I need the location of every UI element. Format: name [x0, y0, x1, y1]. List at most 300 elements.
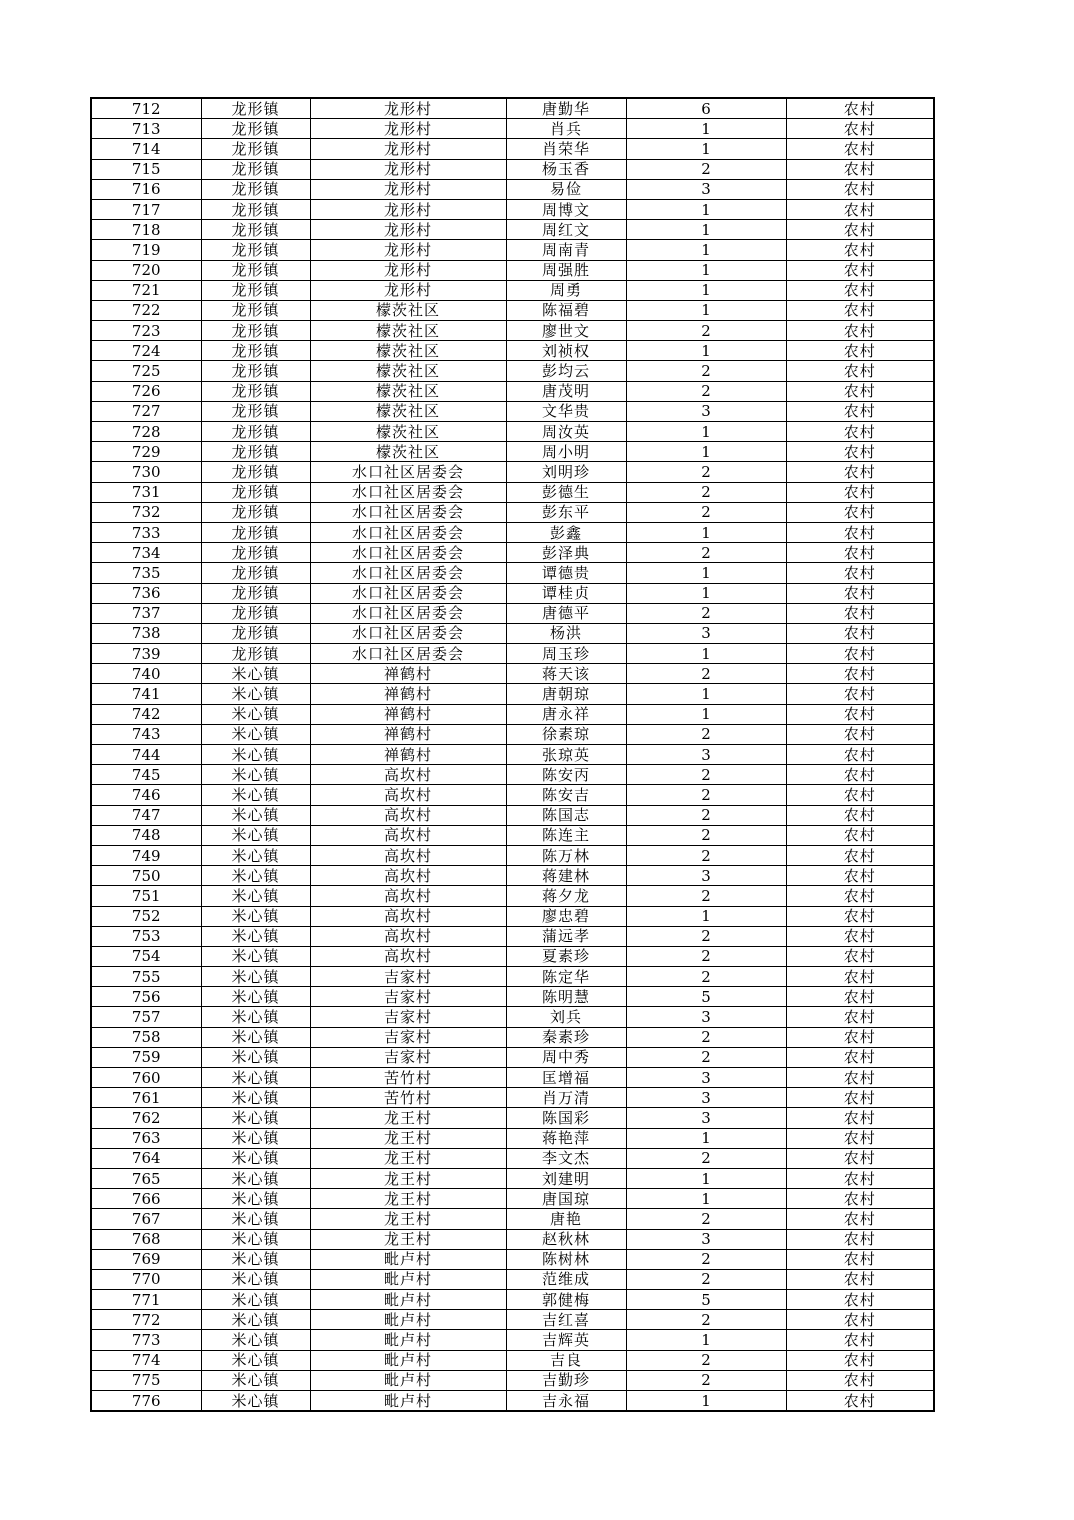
- count-cell: 2: [626, 664, 786, 684]
- area-type-cell: 农村: [786, 1088, 934, 1108]
- village-cell: 毗卢村: [310, 1249, 506, 1269]
- table-row: [91, 724, 934, 744]
- village-cell: 苦竹村: [310, 1088, 506, 1108]
- count-cell: 1: [626, 300, 786, 320]
- row-number-cell: 736: [91, 583, 201, 603]
- count-cell: 1: [626, 260, 786, 280]
- village-cell: 龙形村: [310, 280, 506, 300]
- count-cell: 1: [626, 280, 786, 300]
- area-type-cell: 农村: [786, 1209, 934, 1229]
- village-cell: 龙王村: [310, 1128, 506, 1148]
- count-cell: 2: [626, 1148, 786, 1168]
- name-cell: 彭泽典: [506, 543, 626, 563]
- town-cell: 米心镇: [201, 1330, 310, 1350]
- count-cell: 3: [626, 745, 786, 765]
- area-type-cell: 农村: [786, 1128, 934, 1148]
- town-cell: 米心镇: [201, 684, 310, 704]
- village-cell: 檬茨社区: [310, 341, 506, 361]
- town-cell: 龙形镇: [201, 482, 310, 502]
- area-type-cell: 农村: [786, 1370, 934, 1390]
- village-cell: 毗卢村: [310, 1370, 506, 1390]
- count-cell: 1: [626, 684, 786, 704]
- row-number-cell: 734: [91, 543, 201, 563]
- town-cell: 龙形镇: [201, 321, 310, 341]
- area-type-cell: 农村: [786, 543, 934, 563]
- table-row: [91, 1148, 934, 1168]
- table-row: [91, 1370, 934, 1390]
- count-cell: 1: [626, 442, 786, 462]
- name-cell: 周南青: [506, 240, 626, 260]
- row-number-cell: 723: [91, 321, 201, 341]
- village-cell: 龙形村: [310, 240, 506, 260]
- table-row: [91, 119, 934, 139]
- count-cell: 5: [626, 987, 786, 1007]
- row-number-cell: 755: [91, 967, 201, 987]
- village-cell: 吉家村: [310, 1047, 506, 1067]
- table-body: [91, 98, 934, 1411]
- town-cell: 龙形镇: [201, 563, 310, 583]
- village-cell: 龙形村: [310, 159, 506, 179]
- name-cell: 谭德贵: [506, 563, 626, 583]
- village-cell: 檬茨社区: [310, 442, 506, 462]
- town-cell: 米心镇: [201, 1108, 310, 1128]
- village-cell: 高坎村: [310, 765, 506, 785]
- village-cell: 水口社区居委会: [310, 462, 506, 482]
- count-cell: 2: [626, 967, 786, 987]
- table-row: [91, 603, 934, 623]
- town-cell: 龙形镇: [201, 139, 310, 159]
- table-row: [91, 361, 934, 381]
- table-row: [91, 1330, 934, 1350]
- name-cell: 匡增福: [506, 1068, 626, 1088]
- village-cell: 吉家村: [310, 1007, 506, 1027]
- row-number-cell: 716: [91, 179, 201, 199]
- area-type-cell: 农村: [786, 321, 934, 341]
- row-number-cell: 753: [91, 926, 201, 946]
- village-cell: 檬茨社区: [310, 381, 506, 401]
- name-cell: 唐茂明: [506, 381, 626, 401]
- name-cell: 徐素琼: [506, 724, 626, 744]
- village-cell: 高坎村: [310, 946, 506, 966]
- area-type-cell: 农村: [786, 361, 934, 381]
- area-type-cell: 农村: [786, 644, 934, 664]
- area-type-cell: 农村: [786, 926, 934, 946]
- row-number-cell: 749: [91, 845, 201, 865]
- count-cell: 2: [626, 1370, 786, 1390]
- town-cell: 龙形镇: [201, 280, 310, 300]
- count-cell: 3: [626, 623, 786, 643]
- row-number-cell: 768: [91, 1229, 201, 1249]
- village-cell: 龙形村: [310, 179, 506, 199]
- name-cell: 彭均云: [506, 361, 626, 381]
- row-number-cell: 748: [91, 825, 201, 845]
- area-type-cell: 农村: [786, 139, 934, 159]
- count-cell: 2: [626, 825, 786, 845]
- area-type-cell: 农村: [786, 1310, 934, 1330]
- area-type-cell: 农村: [786, 1108, 934, 1128]
- area-type-cell: 农村: [786, 987, 934, 1007]
- area-type-cell: 农村: [786, 401, 934, 421]
- village-cell: 高坎村: [310, 845, 506, 865]
- row-number-cell: 713: [91, 119, 201, 139]
- name-cell: 周强胜: [506, 260, 626, 280]
- table-row: [91, 785, 934, 805]
- row-number-cell: 776: [91, 1391, 201, 1412]
- count-cell: 3: [626, 866, 786, 886]
- village-cell: 水口社区居委会: [310, 644, 506, 664]
- row-number-cell: 725: [91, 361, 201, 381]
- village-cell: 禅鹤村: [310, 745, 506, 765]
- area-type-cell: 农村: [786, 1148, 934, 1168]
- table-row: [91, 502, 934, 522]
- count-cell: 2: [626, 1350, 786, 1370]
- town-cell: 龙形镇: [201, 422, 310, 442]
- town-cell: 龙形镇: [201, 199, 310, 219]
- name-cell: 陈安丙: [506, 765, 626, 785]
- village-cell: 高坎村: [310, 805, 506, 825]
- count-cell: 1: [626, 1189, 786, 1209]
- name-cell: 蒋艳萍: [506, 1128, 626, 1148]
- name-cell: 蒋天该: [506, 664, 626, 684]
- table-row: [91, 805, 934, 825]
- area-type-cell: 农村: [786, 664, 934, 684]
- count-cell: 3: [626, 401, 786, 421]
- count-cell: 1: [626, 139, 786, 159]
- table-row: [91, 1168, 934, 1188]
- table-row: [91, 482, 934, 502]
- row-number-cell: 762: [91, 1108, 201, 1128]
- town-cell: 米心镇: [201, 1168, 310, 1188]
- village-cell: 高坎村: [310, 906, 506, 926]
- village-cell: 龙王村: [310, 1148, 506, 1168]
- name-cell: 唐朝琼: [506, 684, 626, 704]
- table-row: [91, 341, 934, 361]
- table-row: [91, 159, 934, 179]
- name-cell: 肖兵: [506, 119, 626, 139]
- name-cell: 肖荣华: [506, 139, 626, 159]
- row-number-cell: 744: [91, 745, 201, 765]
- area-type-cell: 农村: [786, 583, 934, 603]
- row-number-cell: 737: [91, 603, 201, 623]
- village-cell: 龙形村: [310, 199, 506, 219]
- count-cell: 2: [626, 361, 786, 381]
- table-row: [91, 179, 934, 199]
- area-type-cell: 农村: [786, 1330, 934, 1350]
- name-cell: 刘建明: [506, 1168, 626, 1188]
- count-cell: 1: [626, 240, 786, 260]
- count-cell: 2: [626, 765, 786, 785]
- area-type-cell: 农村: [786, 946, 934, 966]
- village-cell: 龙王村: [310, 1189, 506, 1209]
- count-cell: 2: [626, 1047, 786, 1067]
- row-number-cell: 747: [91, 805, 201, 825]
- count-cell: 3: [626, 1068, 786, 1088]
- area-type-cell: 农村: [786, 422, 934, 442]
- town-cell: 龙形镇: [201, 623, 310, 643]
- village-cell: 水口社区居委会: [310, 563, 506, 583]
- town-cell: 米心镇: [201, 1290, 310, 1310]
- table-row: [91, 664, 934, 684]
- town-cell: 米心镇: [201, 866, 310, 886]
- name-cell: 周汝英: [506, 422, 626, 442]
- table-row: [91, 280, 934, 300]
- count-cell: 2: [626, 886, 786, 906]
- table-row: [91, 1229, 934, 1249]
- village-cell: 毗卢村: [310, 1330, 506, 1350]
- row-number-cell: 751: [91, 886, 201, 906]
- count-cell: 2: [626, 482, 786, 502]
- town-cell: 米心镇: [201, 1068, 310, 1088]
- row-number-cell: 731: [91, 482, 201, 502]
- table-row: [91, 522, 934, 542]
- row-number-cell: 743: [91, 724, 201, 744]
- row-number-cell: 767: [91, 1209, 201, 1229]
- table-row: [91, 1189, 934, 1209]
- row-number-cell: 738: [91, 623, 201, 643]
- area-type-cell: 农村: [786, 381, 934, 401]
- name-cell: 陈安吉: [506, 785, 626, 805]
- area-type-cell: 农村: [786, 845, 934, 865]
- area-type-cell: 农村: [786, 179, 934, 199]
- count-cell: 1: [626, 906, 786, 926]
- table-row: [91, 422, 934, 442]
- table-row: [91, 321, 934, 341]
- count-cell: 3: [626, 1108, 786, 1128]
- area-type-cell: 农村: [786, 280, 934, 300]
- town-cell: 龙形镇: [201, 98, 310, 119]
- area-type-cell: 农村: [786, 825, 934, 845]
- name-cell: 廖忠碧: [506, 906, 626, 926]
- count-cell: 2: [626, 381, 786, 401]
- village-cell: 高坎村: [310, 926, 506, 946]
- town-cell: 米心镇: [201, 886, 310, 906]
- area-type-cell: 农村: [786, 1229, 934, 1249]
- town-cell: 龙形镇: [201, 381, 310, 401]
- area-type-cell: 农村: [786, 745, 934, 765]
- row-number-cell: 715: [91, 159, 201, 179]
- table-row: [91, 906, 934, 926]
- data-table: [90, 97, 935, 1412]
- table-row: [91, 220, 934, 240]
- table-row: [91, 704, 934, 724]
- row-number-cell: 728: [91, 422, 201, 442]
- row-number-cell: 746: [91, 785, 201, 805]
- town-cell: 龙形镇: [201, 522, 310, 542]
- area-type-cell: 农村: [786, 199, 934, 219]
- table-row: [91, 684, 934, 704]
- row-number-cell: 722: [91, 300, 201, 320]
- area-type-cell: 农村: [786, 1249, 934, 1269]
- table-row: [91, 967, 934, 987]
- area-type-cell: 农村: [786, 341, 934, 361]
- name-cell: 唐国琼: [506, 1189, 626, 1209]
- town-cell: 龙形镇: [201, 583, 310, 603]
- table-row: [91, 199, 934, 219]
- row-number-cell: 712: [91, 98, 201, 119]
- area-type-cell: 农村: [786, 785, 934, 805]
- name-cell: 吉勤珍: [506, 1370, 626, 1390]
- row-number-cell: 735: [91, 563, 201, 583]
- town-cell: 龙形镇: [201, 119, 310, 139]
- village-cell: 高坎村: [310, 886, 506, 906]
- village-cell: 吉家村: [310, 987, 506, 1007]
- name-cell: 陈定华: [506, 967, 626, 987]
- name-cell: 陈连主: [506, 825, 626, 845]
- count-cell: 1: [626, 522, 786, 542]
- table-row: [91, 300, 934, 320]
- table-row: [91, 563, 934, 583]
- name-cell: 陈国志: [506, 805, 626, 825]
- town-cell: 米心镇: [201, 987, 310, 1007]
- row-number-cell: 759: [91, 1047, 201, 1067]
- name-cell: 周博文: [506, 199, 626, 219]
- village-cell: 水口社区居委会: [310, 482, 506, 502]
- village-cell: 高坎村: [310, 785, 506, 805]
- name-cell: 范维成: [506, 1269, 626, 1289]
- table-row: [91, 1108, 934, 1128]
- village-cell: 水口社区居委会: [310, 623, 506, 643]
- row-number-cell: 770: [91, 1269, 201, 1289]
- count-cell: 2: [626, 845, 786, 865]
- table-row: [91, 139, 934, 159]
- village-cell: 毗卢村: [310, 1290, 506, 1310]
- row-number-cell: 739: [91, 644, 201, 664]
- count-cell: 1: [626, 704, 786, 724]
- count-cell: 1: [626, 1391, 786, 1412]
- area-type-cell: 农村: [786, 1350, 934, 1370]
- area-type-cell: 农村: [786, 119, 934, 139]
- village-cell: 水口社区居委会: [310, 543, 506, 563]
- count-cell: 1: [626, 1330, 786, 1350]
- area-type-cell: 农村: [786, 704, 934, 724]
- count-cell: 2: [626, 1269, 786, 1289]
- name-cell: 刘祯权: [506, 341, 626, 361]
- table-row: [91, 442, 934, 462]
- row-number-cell: 775: [91, 1370, 201, 1390]
- name-cell: 刘明珍: [506, 462, 626, 482]
- town-cell: 米心镇: [201, 1088, 310, 1108]
- row-number-cell: 757: [91, 1007, 201, 1027]
- count-cell: 2: [626, 1027, 786, 1047]
- row-number-cell: 732: [91, 502, 201, 522]
- name-cell: 唐永祥: [506, 704, 626, 724]
- village-cell: 高坎村: [310, 866, 506, 886]
- table-row: [91, 583, 934, 603]
- row-number-cell: 719: [91, 240, 201, 260]
- town-cell: 龙形镇: [201, 179, 310, 199]
- name-cell: 周小明: [506, 442, 626, 462]
- village-cell: 高坎村: [310, 825, 506, 845]
- table-row: [91, 98, 934, 119]
- row-number-cell: 774: [91, 1350, 201, 1370]
- count-cell: 2: [626, 1249, 786, 1269]
- area-type-cell: 农村: [786, 866, 934, 886]
- village-cell: 毗卢村: [310, 1269, 506, 1289]
- area-type-cell: 农村: [786, 684, 934, 704]
- area-type-cell: 农村: [786, 1189, 934, 1209]
- table-row: [91, 1391, 934, 1412]
- table-row: [91, 1068, 934, 1088]
- village-cell: 龙形村: [310, 260, 506, 280]
- town-cell: 龙形镇: [201, 341, 310, 361]
- table-row: [91, 1007, 934, 1027]
- town-cell: 米心镇: [201, 1391, 310, 1412]
- village-cell: 毗卢村: [310, 1391, 506, 1412]
- table-row: [91, 765, 934, 785]
- area-type-cell: 农村: [786, 98, 934, 119]
- area-type-cell: 农村: [786, 1027, 934, 1047]
- name-cell: 李文杰: [506, 1148, 626, 1168]
- village-cell: 檬茨社区: [310, 422, 506, 442]
- table-row: [91, 845, 934, 865]
- name-cell: 谭桂贞: [506, 583, 626, 603]
- table-row: [91, 926, 934, 946]
- town-cell: 米心镇: [201, 805, 310, 825]
- count-cell: 1: [626, 583, 786, 603]
- town-cell: 米心镇: [201, 1007, 310, 1027]
- village-cell: 龙王村: [310, 1209, 506, 1229]
- table-row: [91, 1088, 934, 1108]
- village-cell: 苦竹村: [310, 1068, 506, 1088]
- area-type-cell: 农村: [786, 522, 934, 542]
- village-cell: 禅鹤村: [310, 724, 506, 744]
- village-cell: 龙王村: [310, 1229, 506, 1249]
- count-cell: 3: [626, 1088, 786, 1108]
- area-type-cell: 农村: [786, 159, 934, 179]
- area-type-cell: 农村: [786, 1391, 934, 1412]
- name-cell: 彭东平: [506, 502, 626, 522]
- town-cell: 米心镇: [201, 664, 310, 684]
- village-cell: 龙王村: [310, 1168, 506, 1188]
- area-type-cell: 农村: [786, 1047, 934, 1067]
- village-cell: 龙形村: [310, 119, 506, 139]
- town-cell: 米心镇: [201, 946, 310, 966]
- table-row: [91, 240, 934, 260]
- count-cell: 2: [626, 502, 786, 522]
- town-cell: 龙形镇: [201, 361, 310, 381]
- row-number-cell: 726: [91, 381, 201, 401]
- name-cell: 彭鑫: [506, 522, 626, 542]
- village-cell: 檬茨社区: [310, 401, 506, 421]
- town-cell: 龙形镇: [201, 543, 310, 563]
- row-number-cell: 724: [91, 341, 201, 361]
- area-type-cell: 农村: [786, 886, 934, 906]
- count-cell: 1: [626, 199, 786, 219]
- count-cell: 2: [626, 321, 786, 341]
- town-cell: 米心镇: [201, 785, 310, 805]
- count-cell: 1: [626, 119, 786, 139]
- town-cell: 龙形镇: [201, 502, 310, 522]
- area-type-cell: 农村: [786, 462, 934, 482]
- name-cell: 彭德生: [506, 482, 626, 502]
- town-cell: 米心镇: [201, 765, 310, 785]
- town-cell: 米心镇: [201, 967, 310, 987]
- town-cell: 米心镇: [201, 1229, 310, 1249]
- town-cell: 龙形镇: [201, 401, 310, 421]
- town-cell: 龙形镇: [201, 260, 310, 280]
- area-type-cell: 农村: [786, 603, 934, 623]
- table-row: [91, 644, 934, 664]
- area-type-cell: 农村: [786, 482, 934, 502]
- count-cell: 1: [626, 1128, 786, 1148]
- row-number-cell: 771: [91, 1290, 201, 1310]
- name-cell: 吉良: [506, 1350, 626, 1370]
- count-cell: 1: [626, 644, 786, 664]
- table-row: [91, 825, 934, 845]
- area-type-cell: 农村: [786, 1007, 934, 1027]
- village-cell: 吉家村: [310, 1027, 506, 1047]
- row-number-cell: 727: [91, 401, 201, 421]
